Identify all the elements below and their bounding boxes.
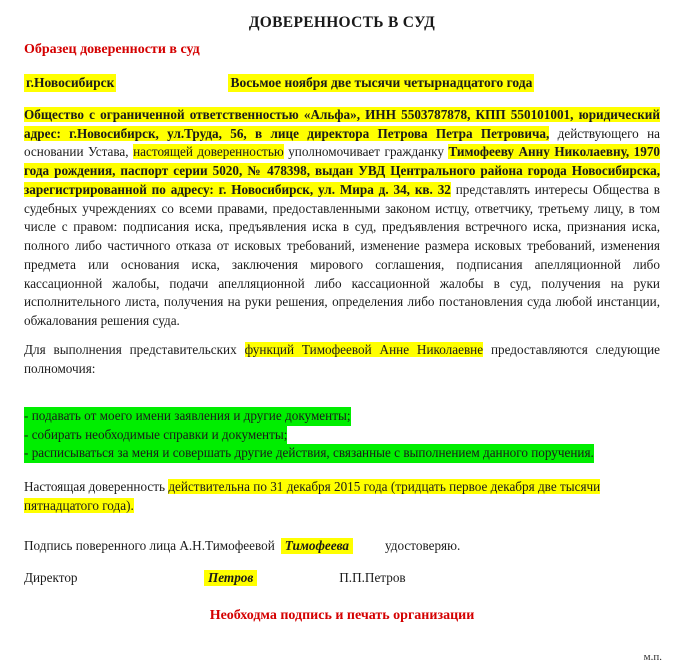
director-signature-row	[24, 570, 660, 586]
attorney-signature-tail: удостоверяю.	[385, 537, 461, 553]
city-date-row	[24, 74, 660, 92]
date-value: Восьмое ноября две тысячи четырнадцатого года	[230, 75, 533, 90]
attorney-signature-label: Подпись поверенного лица А.Н.Тимофеевой	[24, 537, 275, 553]
powers-intro-start: Для выполнения представительских	[24, 341, 237, 357]
validity-paragraph	[24, 477, 660, 515]
powers-intro	[24, 341, 660, 397]
validity-plain: Настоящая доверенность	[24, 479, 166, 495]
powers-description: представлять интересы Общества в судебных учреждениях со всеми правами, предоставленными законом истцу, ответчику, третьему лицу, в том числе с правом: подписания иска, предъявления иска в суд, предъявления встречного иска, признания иска, полного либо частичного отказа от исковых требований, изменение размера исковых требований, изменения предмета или основания иска, заключения мирового соглашения, подписания апелляционной либо кассационной жалобы, подачи апелляционной либо кассационной жалобы в суд, получения на руки исполнительного листа, получения на руки решения, определения либо постановления суда любой инстанции, обжалования решения суда.	[24, 181, 660, 329]
director-signature: Петров	[204, 570, 257, 586]
acting-basis: действующего на основании Устава,	[24, 125, 661, 160]
attorney-signature-row	[24, 538, 660, 554]
director-name: П.П.Петров	[339, 569, 406, 585]
list-item: - подавать от моего имени заявления и другие документы;	[24, 407, 351, 426]
by-this-power: настоящей доверенностью	[133, 144, 284, 160]
attorney-signature: Тимофеева	[281, 538, 353, 554]
authorizes-text: уполномочивает гражданку	[288, 144, 444, 160]
director-label: Директор	[24, 569, 78, 585]
representative-details: Тимофееву Анну Николаевну, 1970 года рождения, паспорт серии 5020, № 478398, выдан УВД Центрального района города Новосибирска, зарегистрированной по адресу: г. Новосибирск, ул. Мира д. 34, кв. 32	[24, 144, 661, 197]
sample-label: Образец доверенности в суд	[24, 42, 200, 57]
principal-details: Общество с ограниченной ответственностью «Альфа», ИНН 5503787878, КПП 550101001, юридический адрес: г.Новосибирск, ул.Труда, 56, в лице директора Петрова Петра Петровича,	[24, 107, 660, 141]
list-item: - собирать необходимые справки и документы;	[24, 426, 287, 445]
powers-list	[24, 407, 660, 463]
validity-highlight: действительна по 31 декабря 2015 года (тридцать первое декабря две тысячи пятнадцатого года).	[24, 479, 601, 514]
powers-intro-highlight: функций Тимофеевой Анне Николаевне	[244, 341, 484, 357]
footer-note: Необходма подпись и печать организации	[209, 607, 475, 623]
page-title: ДОВЕРЕННОСТЬ В СУД	[248, 14, 436, 31]
stamp-mark: м.п.	[643, 651, 662, 663]
list-item: - расписываться за меня и совершать другие действия, связанные с выполнением данного поручения.	[24, 444, 594, 463]
powers-intro-end: предоставляются следующие полномочия:	[24, 341, 660, 376]
main-paragraph	[24, 106, 660, 331]
city-value: г.Новосибирск	[26, 75, 115, 90]
